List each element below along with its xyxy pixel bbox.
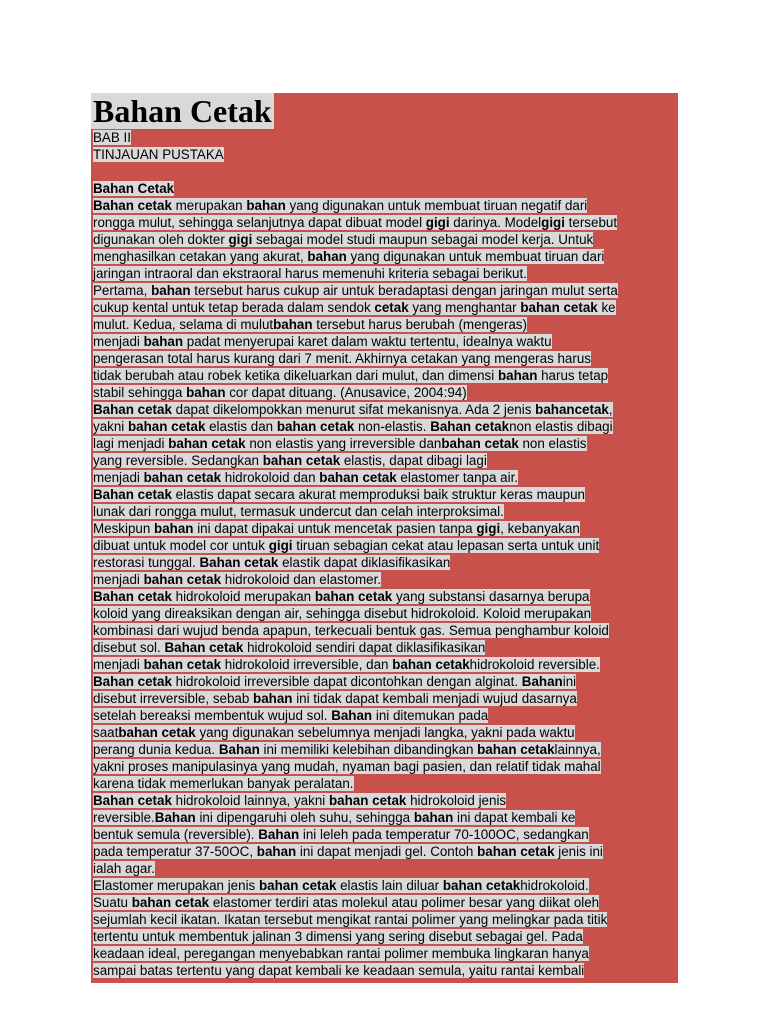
chapter-title: TINJAUAN PUSTAKA — [93, 147, 224, 162]
text-line: keadaan ideal, peregangan menyebabkan rantai polimer membuka lingkaran hanya — [93, 946, 589, 961]
section-heading: Bahan Cetak — [93, 181, 175, 196]
text-line: restorasi tunggal. Bahan cetak elastik dapat diklasifikasikan — [93, 555, 451, 570]
text-line: cukup kental untuk tetap berada dalam sendok cetak yang menghantar bahan cetak ke — [93, 300, 616, 315]
text-line: Meskipun bahan ini dapat dipakai untuk mencetak pasien tanpa gigi, kebanyakan — [93, 521, 580, 536]
text-line: menjadi bahan cetak hidrokoloid dan bahan cetak elastomer tanpa air. — [93, 470, 519, 485]
text-line: Bahan cetak dapat dikelompokkan menurut sifat mekanisnya. Ada 2 jenis bahancetak, — [93, 402, 613, 417]
text-line: reversible.Bahan ini dipengaruhi oleh suhu, sehingga bahan ini dapat kembali ke — [93, 810, 576, 825]
text-line: kombinasi dari wujud benda apapun, terkecuali bentuk gas. Semua penghambur koloid — [93, 623, 609, 638]
text-line: disebut sol. Bahan cetak hidrokoloid sendiri dapat diklasifikasikan — [93, 640, 486, 655]
text-line: disebut irreversible, sebab bahan ini tidak dapat kembali menjadi wujud dasarnya — [93, 691, 577, 706]
text-line: bentuk semula (reversible). Bahan ini leleh pada temperatur 70-100OC, sedangkan — [93, 827, 589, 842]
text-line: Suatu bahan cetak elastomer terdiri atas molekul atau polimer besar yang diikat oleh — [93, 895, 600, 910]
text-line: yang reversible. Sedangkan bahan cetak elastis, dapat dibagi lagi — [93, 453, 487, 468]
text-line: dibuat untuk model cor untuk gigi tiruan sebagian cekat atau lepasan serta untuk unit — [93, 538, 600, 553]
text-line: lunak dari rongga mulut, termasuk undercut dan celah interproksimal. — [93, 504, 504, 519]
text-line: yakni proses manipulasinya yang mudah, nyaman bagi pasien, dan relatif tidak mahal — [93, 759, 601, 774]
paragraph-text — [93, 197, 678, 979]
text-line: perang dunia kedua. Bahan ini memiliki kelebihan dibandingkan bahan cetaklainnya, — [93, 742, 601, 757]
text-line: mulut. Kedua, selama di mulutbahan tersebut harus berubah (mengeras) — [93, 317, 527, 332]
document-body — [91, 129, 678, 979]
chapter-label: BAB II — [93, 130, 131, 145]
text-line: yakni bahan cetak elastis dan bahan cetak non-elastis. Bahan cetaknon elastis dibagi — [93, 419, 613, 434]
spacer — [93, 163, 678, 180]
document-page — [91, 93, 678, 983]
text-line: digunakan oleh dokter gigi sebagai model studi maupun sebagai model kerja. Untuk — [93, 232, 594, 247]
text-line: pada temperatur 37-50OC, bahan ini dapat menjadi gel. Contoh bahan cetak jenis ini — [93, 844, 603, 859]
text-line: tertentu untuk membentuk jalinan 3 dimensi yang sering disebut sebagai gel. Pada — [93, 929, 583, 944]
text-line: jaringan intraoral dan ekstraoral harus memenuhi kriteria sebagai berikut. — [93, 266, 527, 281]
text-line: Bahan cetak hidrokoloid merupakan bahan cetak yang substansi dasarnya berupa — [93, 589, 590, 604]
page-title: Bahan Cetak — [93, 93, 272, 129]
text-line: pengerasan total harus kurang dari 7 menit. Akhirnya cetakan yang mengeras harus — [93, 351, 591, 366]
text-line: karena tidak memerlukan banyak peralatan. — [93, 776, 354, 791]
text-line: menghasilkan cetakan yang akurat, bahan yang digunakan untuk membuat tiruan dari — [93, 249, 605, 264]
text-line: menjadi bahan cetak hidrokoloid irreversible, dan bahan cetakhidrokoloid reversible. — [93, 657, 600, 672]
text-line: setelah bereaksi membentuk wujud sol. Bahan ini ditemukan pada — [93, 708, 489, 723]
text-line: tidak berubah atau robek ketika dikeluarkan dari mulut, dan dimensi bahan harus tetap — [93, 368, 609, 383]
text-line: Bahan cetak hidrokoloid irreversible dapat dicontohkan dengan alginat. Bahanini — [93, 674, 577, 689]
text-line: sejumlah kecil ikatan. Ikatan tersebut mengikat rantai polimer yang melingkar pada titik — [93, 912, 608, 927]
text-line: Elastomer merupakan jenis bahan cetak elastis lain diluar bahan cetakhidrokoloid. — [93, 878, 589, 893]
text-line: stabil sehingga bahan cor dapat dituang. (Anusavice, 2004:94) — [93, 385, 467, 400]
text-line: saatbahan cetak yang digunakan sebelumnya menjadi langka, yakni pada waktu — [93, 725, 575, 740]
text-line: Pertama, bahan tersebut harus cukup air untuk beradaptasi dengan jaringan mulut serta — [93, 283, 618, 298]
text-line: lagi menjadi bahan cetak non elastis yang irreversible danbahan cetak non elastis — [93, 436, 587, 451]
text-line: menjadi bahan padat menyerupai karet dalam waktu tertentu, idealnya waktu — [93, 334, 552, 349]
text-line: Bahan cetak elastis dapat secara akurat memproduksi baik struktur keras maupun — [93, 487, 585, 502]
text-line: menjadi bahan cetak hidrokoloid dan elastomer. — [93, 572, 382, 587]
text-line: Bahan cetak hidrokoloid lainnya, yakni bahan cetak hidrokoloid jenis — [93, 793, 507, 808]
text-line: koloid yang direaksikan dengan air, sehingga disebut hidrokoloid. Koloid merupakan — [93, 606, 592, 621]
text-line: sampai batas tertentu yang dapat kembali ke keadaan semula, yaitu rantai kembali — [93, 963, 585, 978]
text-line: Bahan cetak merupakan bahan yang digunakan untuk membuat tiruan negatif dari — [93, 198, 588, 213]
text-line: ialah agar. — [93, 861, 155, 876]
text-line: rongga mulut, sehingga selanjutnya dapat dibuat model gigi darinya. Modelgigi tersebut — [93, 215, 618, 230]
